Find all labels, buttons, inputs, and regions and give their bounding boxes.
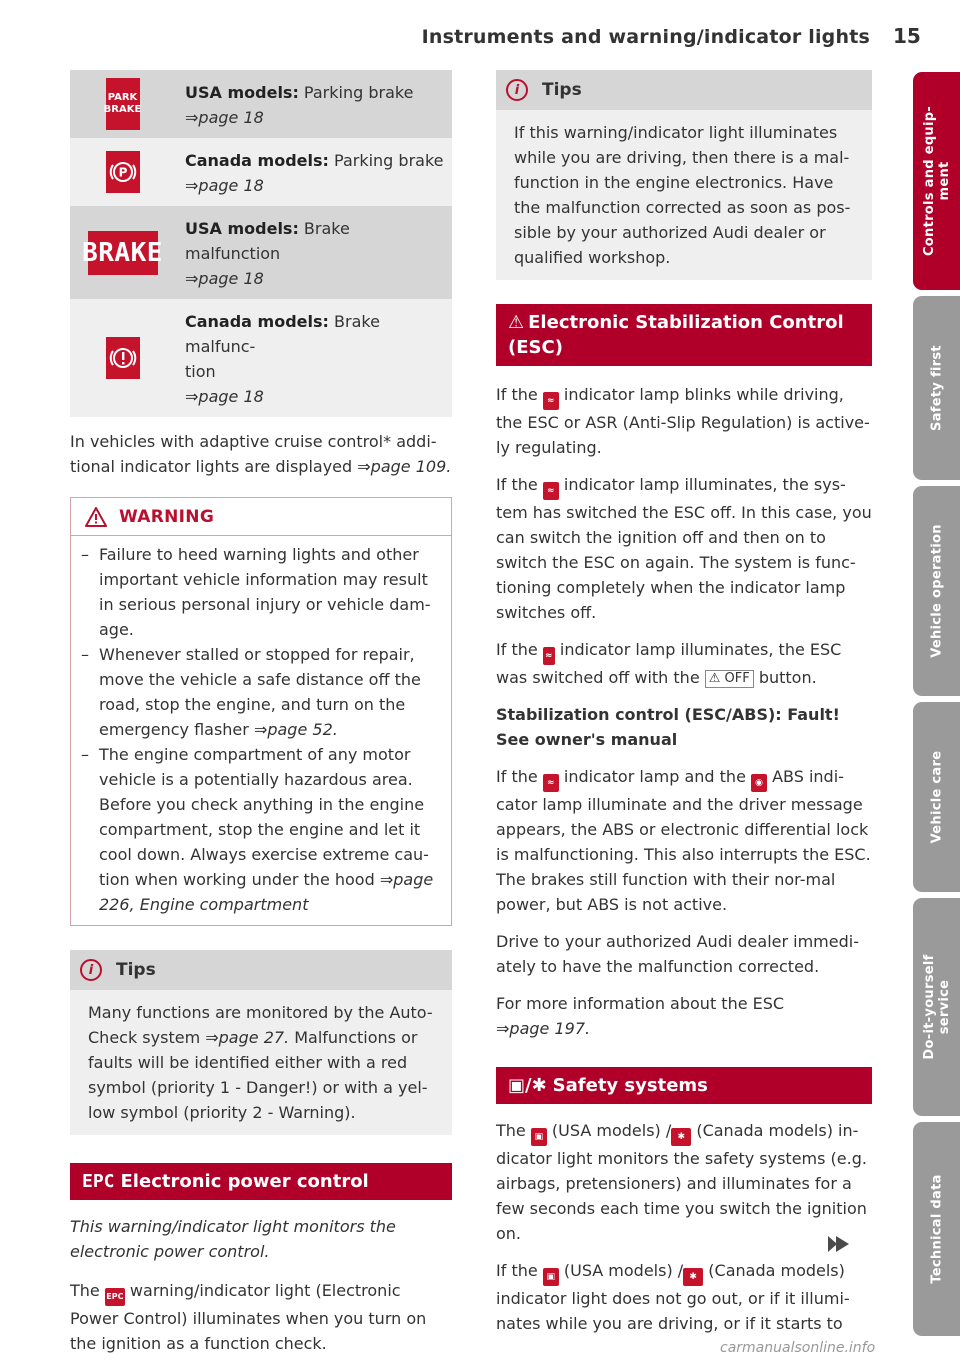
page-ref-link[interactable]: ⇒page 109. <box>357 457 452 476</box>
warning-item <box>81 742 441 917</box>
page-number: 15 <box>893 24 921 48</box>
brake-icon: BRAKE <box>88 231 158 275</box>
body-text: If the <box>496 640 543 659</box>
body-text: If the <box>496 1261 543 1280</box>
side-tab-label: Controls and equip- ment <box>921 105 952 257</box>
page-ref-link[interactable]: ⇒page 52. <box>253 720 338 739</box>
warning-heading-text: WARNING <box>119 506 215 527</box>
indicator-row <box>70 70 452 138</box>
acc-note <box>70 429 452 479</box>
body-text: (USA models) / <box>558 1261 684 1280</box>
body-text: The <box>496 1121 531 1140</box>
tips-heading <box>70 950 452 990</box>
side-tab-label: Do-it-yourself service <box>921 954 952 1060</box>
tips-body: If this warning/indicator light illuminates while you are driving, then there is a mal-function in the engine electronics. Have the malfunction corrected as soon as pos-sible by your authorized Audi dealer or qualified workshop. <box>514 123 851 267</box>
side-tab-technical-data[interactable] <box>913 1122 960 1336</box>
running-header-title: Instruments and warning/indicator lights <box>421 26 870 48</box>
esc-paragraph <box>496 764 872 917</box>
right-column <box>496 70 872 1336</box>
info-icon: i <box>506 79 528 101</box>
page-ref-link[interactable]: ⇒page 18 <box>185 387 264 406</box>
tips-heading-text: Tips <box>116 960 156 980</box>
page-ref-link[interactable]: ⇒page 18 <box>185 108 264 127</box>
section-heading-text: Safety systems <box>552 1075 708 1096</box>
airbag-canada-icon: ✱ <box>683 1268 703 1286</box>
warning-item <box>81 542 441 642</box>
acc-note-text: In vehicles with adaptive cruise control* addi-tional indicator lights are displayed <box>70 432 437 476</box>
tips-box-right <box>496 70 872 280</box>
row-label: USA models: <box>185 219 299 238</box>
esc-paragraph: Drive to your authorized Audi dealer immedi-ately to have the malfunction corrected. <box>496 932 859 976</box>
side-tab-label: Safety first <box>929 345 944 431</box>
esc-section-heading <box>496 304 872 366</box>
row-label: Canada models: <box>185 151 329 170</box>
body-text: indicator lamp and the <box>558 767 751 786</box>
warning-triangle-icon <box>85 507 107 527</box>
side-tab-do-it-yourself-service[interactable] <box>913 898 960 1116</box>
body-text: indicator lamp illuminates, the sys-tem has switched the ESC off. In this case, you can switch the ignition off and then on to switch the ESC on again. The system is func-tioning completely when the indicator lamp switches off. <box>496 475 872 622</box>
airbag-usa-icon: ▣ <box>543 1268 559 1286</box>
circle-exclamation-icon <box>106 337 140 379</box>
side-tab-label: Vehicle operation <box>929 524 944 658</box>
row-text: Parking brake <box>328 151 444 170</box>
section-heading-text: Electronic Stabilization Control (ESC) <box>508 312 844 358</box>
section-heading-text: Electronic power control <box>120 1171 369 1192</box>
tips-text: Malfunctions or faults will be identified either with a red symbol (priority 1 - Danger!) or with a yel-low symbol (priority 2 - Warning). <box>88 1028 428 1122</box>
safety-section-heading <box>496 1067 872 1104</box>
abs-lamp-icon: ◉ <box>751 774 767 792</box>
left-column <box>70 70 452 1356</box>
body-text: If the <box>496 385 543 404</box>
airbag-icon: ▣/✱ <box>508 1075 547 1096</box>
button-label: OFF <box>724 671 750 686</box>
row-text: Brake malfunction <box>185 219 350 263</box>
esc-paragraph <box>496 991 872 1041</box>
esc-lamp-icon: ≈ <box>543 392 559 410</box>
row-text: Parking brake <box>298 83 414 102</box>
indicator-row <box>70 206 452 299</box>
side-tab-controls-and-equipment[interactable] <box>913 72 960 290</box>
tips-heading <box>496 70 872 110</box>
esc-icon: ⚠ <box>508 312 525 333</box>
page-ref-link[interactable]: ⇒page 18 <box>185 176 264 195</box>
page-ref-link[interactable]: ⇒page 18 <box>185 269 264 288</box>
esc-paragraph <box>496 637 872 690</box>
body-text: ABS indi-cator lamp illuminate and the driver message appears, the ABS or electronic differential lock is malfunctioning. This also interrupts the ESC. The brakes still function with their nor-mal power, but ABS is not active. <box>496 767 871 914</box>
body-text: For more information about the ESC <box>496 994 785 1013</box>
esc-off-button: ⚠ OFF <box>705 670 754 688</box>
epc-section-heading <box>70 1163 452 1200</box>
body-text: If the <box>496 767 543 786</box>
safety-paragraph <box>496 1118 872 1246</box>
side-tab-safety-first[interactable] <box>913 296 960 480</box>
body-text: button. <box>753 668 817 687</box>
indicator-table <box>70 70 452 417</box>
airbag-canada-icon: ✱ <box>671 1128 691 1146</box>
tips-body <box>70 990 452 1135</box>
warning-item <box>81 642 441 742</box>
epc-body <box>70 1278 452 1356</box>
warning-box <box>70 497 452 926</box>
esc-off-lamp-icon: ≈ <box>543 647 555 665</box>
page-ref-link[interactable]: ⇒page 226, Engine compartment <box>99 870 434 914</box>
row-label: USA models: <box>185 83 299 102</box>
side-tab-vehicle-care[interactable] <box>913 702 960 892</box>
airbag-usa-icon: ▣ <box>531 1128 547 1146</box>
epc-icon: EPC <box>105 1288 125 1306</box>
indicator-row <box>70 299 452 417</box>
warning-item-text: Whenever stalled or stopped for repair, move the vehicle a safe distance off the road, stop the engine, and turn on the emergency flasher <box>99 645 421 739</box>
epc-icon: EPC <box>82 1171 115 1192</box>
tips-text: Many functions are monitored by the Auto-Check system <box>88 1003 433 1047</box>
esc-lamp-icon: ≈ <box>543 482 559 500</box>
page-ref-link[interactable]: ⇒page 197. <box>496 1019 591 1038</box>
safety-paragraph <box>496 1258 872 1336</box>
row-label: Canada models: <box>185 312 329 331</box>
footer-watermark: carmanualsonline.info <box>720 1340 876 1356</box>
continue-arrow-icon <box>836 1236 849 1252</box>
tips-heading-text: Tips <box>542 80 582 100</box>
body-text: indicator lamp illuminates, the ESC was switched off with the <box>496 640 842 687</box>
svg-text:P: P <box>118 165 127 180</box>
fault-heading: Stabilization control (ESC/ABS): Fault! See owner's manual <box>496 705 840 749</box>
side-tab-vehicle-operation[interactable] <box>913 486 960 696</box>
info-icon: i <box>80 959 102 981</box>
side-tab-label: Technical data <box>929 1174 944 1284</box>
body-text: The <box>70 1281 105 1300</box>
body-text: (Canada models) in-dicator light monitors the safety systems (e.g. airbags, pretensioners) and illuminates for a few seconds each time you switch the ignition on. <box>496 1121 867 1243</box>
body-text: warning/indicator light (Electronic Power Control) illuminates when you turn on the ignition as a function check. <box>70 1281 427 1353</box>
circle-p-icon <box>106 151 140 193</box>
side-tab-label: Vehicle care <box>929 750 944 844</box>
page-ref-link[interactable]: ⇒page 27. <box>205 1028 290 1047</box>
body-text: (USA models) / <box>546 1121 672 1140</box>
epc-intro: This warning/indicator light monitors the electronic power control. <box>70 1217 396 1261</box>
warning-item-text: Failure to heed warning lights and other important vehicle information may result in serious personal injury or vehicle dam-age. <box>99 545 431 639</box>
body-text: indicator lamp blinks while driving, the ESC or ASR (Anti-Slip Regulation) is active-ly regulating. <box>496 385 870 457</box>
esc-paragraph <box>496 382 872 460</box>
row-text: Brake malfunc- tion <box>185 312 380 381</box>
body-text: (Canada models) indicator light does not go out, or if it illumi-nates while you are driving, or if it starts to <box>496 1261 850 1333</box>
warning-item-text: The engine compartment of any motor vehicle is a potentially hazardous area. Before you check anything in the engine compartment, stop the engine and let it cool down. Always exercise extreme cau-tion when working under the hood <box>99 745 429 889</box>
indicator-row <box>70 138 452 206</box>
warning-heading <box>71 498 451 536</box>
body-text: If the <box>496 475 543 494</box>
tips-box-left <box>70 950 452 1135</box>
esc-lamp-icon: ≈ <box>543 774 559 792</box>
esc-paragraph <box>496 472 872 625</box>
park-brake-icon: PARK BRAKE <box>106 78 140 130</box>
